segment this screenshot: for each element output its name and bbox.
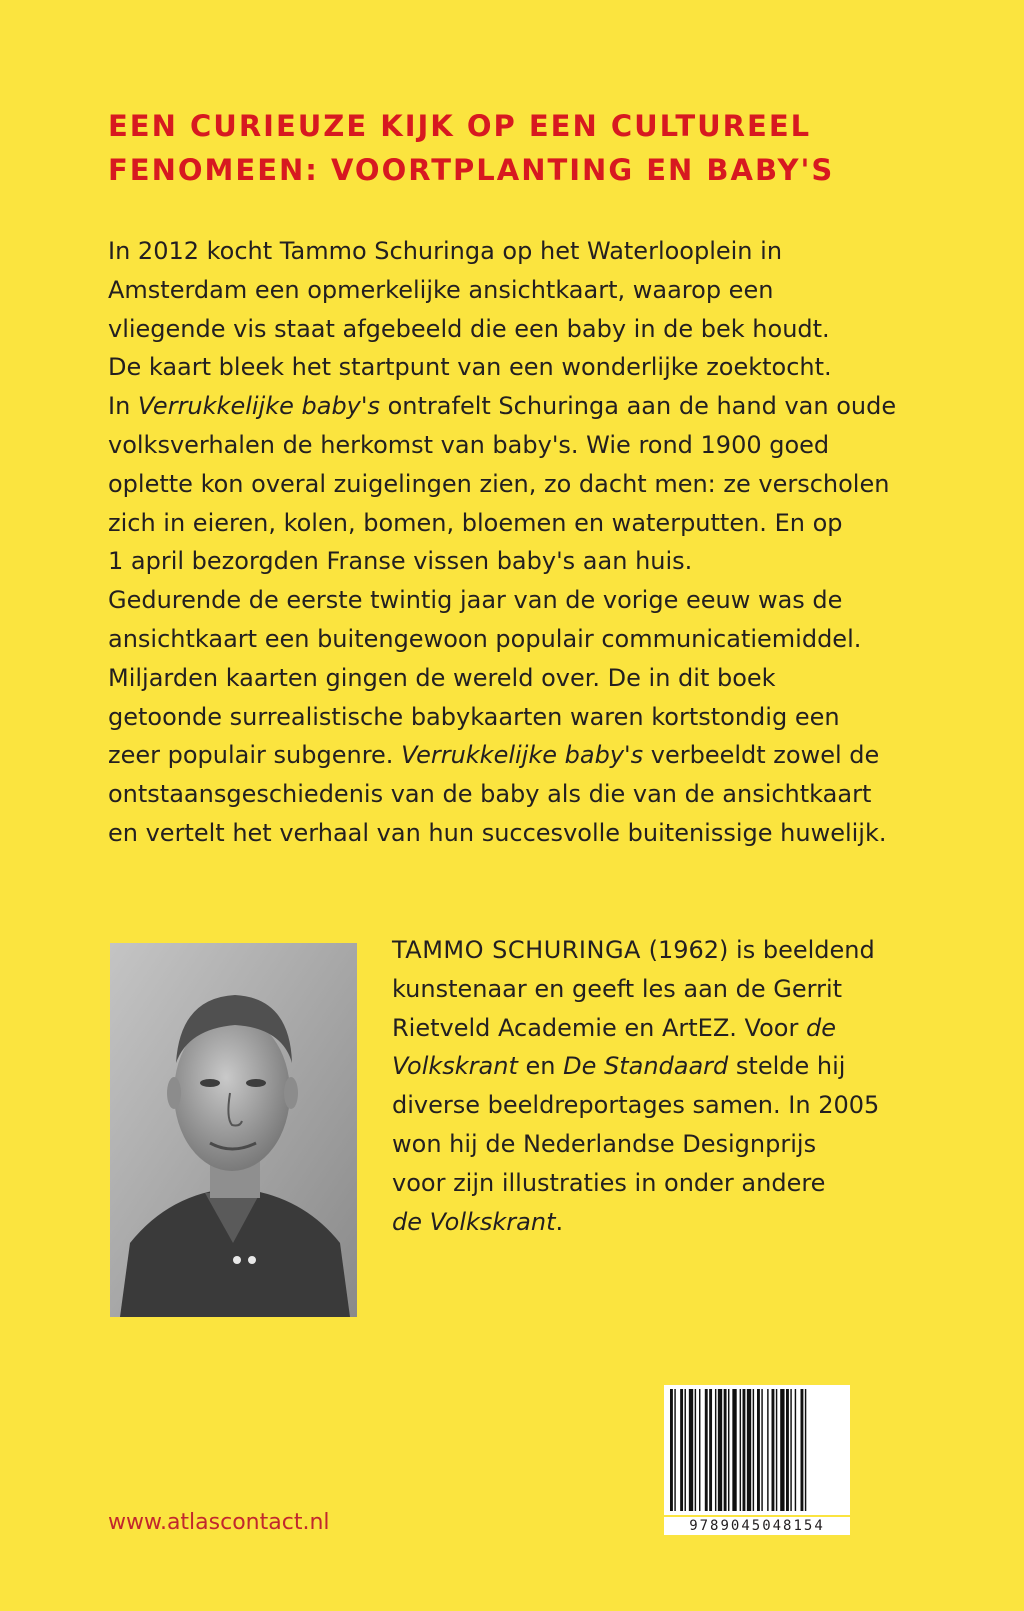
body-line: [108, 814, 988, 853]
barcode-bar: [786, 1389, 789, 1511]
barcode: [664, 1385, 850, 1515]
body-line: [108, 659, 988, 698]
bio-line: [392, 1203, 992, 1242]
body-text-segment: In: [108, 392, 138, 421]
book-title-italic: Verrukkelijke baby's: [137, 392, 380, 421]
barcode-bar: [699, 1389, 700, 1511]
headline-line-1: EEN CURIEUZE KIJK OP EEN CULTUREEL: [108, 109, 812, 143]
barcode-bar: [780, 1389, 784, 1511]
body-line: [108, 504, 988, 543]
body-line: [108, 426, 988, 465]
barcode-bar: [767, 1389, 768, 1511]
barcode-bar: [776, 1389, 777, 1511]
body-text-segment: oplette kon overal zuigelingen zien, zo dacht men: ze verscholen: [108, 469, 890, 498]
body-line: [108, 348, 988, 387]
author-bio: [392, 931, 992, 1241]
bio-line: [392, 931, 992, 970]
barcode-bar: [743, 1389, 746, 1511]
barcode-bar: [805, 1389, 806, 1511]
barcode-bar: [705, 1389, 708, 1511]
body-text-segment: en vertelt het verhaal van hun succesvolle buitenissige huwelijk.: [108, 818, 887, 847]
barcode-bar: [757, 1389, 760, 1511]
body-text-segment: Amsterdam een opmerkelijke ansichtkaart, waarop een: [108, 275, 774, 304]
body-text-segment: De kaart bleek het startpunt van een wonderlijke zoektocht.: [108, 353, 832, 382]
bio-text-segment: en: [517, 1052, 564, 1081]
bio-text-segment: stelde hij: [728, 1052, 846, 1081]
publication-italic: De Standaard: [563, 1052, 729, 1081]
barcode-bar: [724, 1389, 727, 1511]
headline-line-2: FENOMEEN: VOORTPLANTING EN BABY'S: [108, 153, 835, 187]
body-text-segment: ansichtkaart een buitengewoon populair communicatiemiddel.: [108, 624, 862, 653]
barcode-bar: [674, 1389, 675, 1511]
barcode-bar: [715, 1389, 716, 1511]
publication-italic: de Volkskrant: [392, 1207, 556, 1236]
body-text-segment: volksverhalen de herkomst van baby's. Wie rond 1900 goed: [108, 430, 830, 459]
body-line: [108, 620, 988, 659]
body-line: [108, 542, 988, 581]
body-line: [108, 310, 988, 349]
body-line: [108, 465, 988, 504]
body-line: [108, 387, 988, 426]
barcode-bar: [670, 1389, 673, 1511]
bio-text-segment: .: [555, 1207, 564, 1236]
barcode-bar: [795, 1389, 796, 1511]
body-text: [108, 232, 988, 853]
body-text-segment: 1 april bezorgden Franse vissen baby's aan huis.: [108, 547, 693, 576]
barcode-bar: [728, 1389, 729, 1511]
bio-line: [392, 970, 992, 1009]
barcode-bar: [740, 1389, 741, 1511]
author-photo: [110, 943, 357, 1317]
bio-line: [392, 1125, 992, 1164]
author-name: TAMMO SCHURINGA: [392, 936, 641, 964]
publication-italic: de: [805, 1013, 836, 1042]
bio-text-segment: Rietveld Academie en ArtEZ. Voor: [392, 1013, 806, 1042]
headline: [108, 104, 988, 192]
body-text-segment: vliegende vis staat afgebeeld die een baby in de bek houdt.: [108, 314, 830, 343]
bio-text-segment: (1962) is beeldend: [640, 936, 875, 964]
body-text-segment: Gedurende de eerste twintig jaar van de vorige eeuw was de: [108, 586, 843, 615]
body-text-segment: zeer populair subgenre.: [108, 741, 402, 770]
barcode-bar: [709, 1389, 712, 1511]
isbn-digits: 9789045048154: [664, 1517, 850, 1535]
bio-line: [392, 1009, 992, 1048]
barcode-bar: [761, 1389, 762, 1511]
bio-line: [392, 1164, 992, 1203]
barcode-bar: [695, 1389, 696, 1511]
body-line: [108, 232, 988, 271]
bio-text-segment: voor zijn illustraties in onder andere: [392, 1168, 826, 1197]
body-line: [108, 698, 988, 737]
body-line: [108, 736, 988, 775]
body-line: [108, 271, 988, 310]
barcode-bar: [732, 1389, 736, 1511]
bio-text-segment: won hij de Nederlandse Designprijs: [392, 1129, 817, 1158]
body-text-segment: zich in eieren, kolen, bomen, bloemen en waterputten. En op: [108, 508, 843, 537]
body-text-segment: In 2012 kocht Tammo Schuringa op het Waterlooplein in: [108, 237, 783, 265]
bio-text-segment: kunstenaar en geeft les aan de Gerrit: [392, 974, 843, 1003]
body-text-segment: verbeeldt zowel de: [643, 741, 880, 770]
barcode-bar: [689, 1389, 693, 1511]
barcode-bar: [685, 1389, 686, 1511]
body-text-segment: getoonde surrealistische babykaarten waren kortstondig een: [108, 702, 840, 731]
barcode-bar: [747, 1389, 751, 1511]
website-link[interactable]: www.atlascontact.nl: [108, 1510, 330, 1535]
barcode-bar: [772, 1389, 775, 1511]
barcode-bar: [718, 1389, 722, 1511]
barcode-bar: [680, 1389, 683, 1511]
barcode-bar: [790, 1389, 791, 1511]
body-text-segment: ontstaansgeschiedenis van de baby als die van de ansichtkaart: [108, 780, 872, 809]
bio-line: [392, 1086, 992, 1125]
barcode-bar: [753, 1389, 754, 1511]
body-line: [108, 775, 988, 814]
body-line: [108, 581, 988, 620]
publication-italic: Volkskrant: [392, 1052, 518, 1081]
body-text-segment: ontrafelt Schuringa aan de hand van oude: [379, 392, 897, 421]
bio-line: [392, 1047, 992, 1086]
body-text-segment: Miljarden kaarten gingen de wereld over. De in dit boek: [108, 663, 776, 692]
book-title-italic: Verrukkelijke baby's: [401, 741, 644, 770]
bio-text-segment: diverse beeldreportages samen. In 2005: [392, 1091, 880, 1120]
barcode-bar: [801, 1389, 804, 1511]
